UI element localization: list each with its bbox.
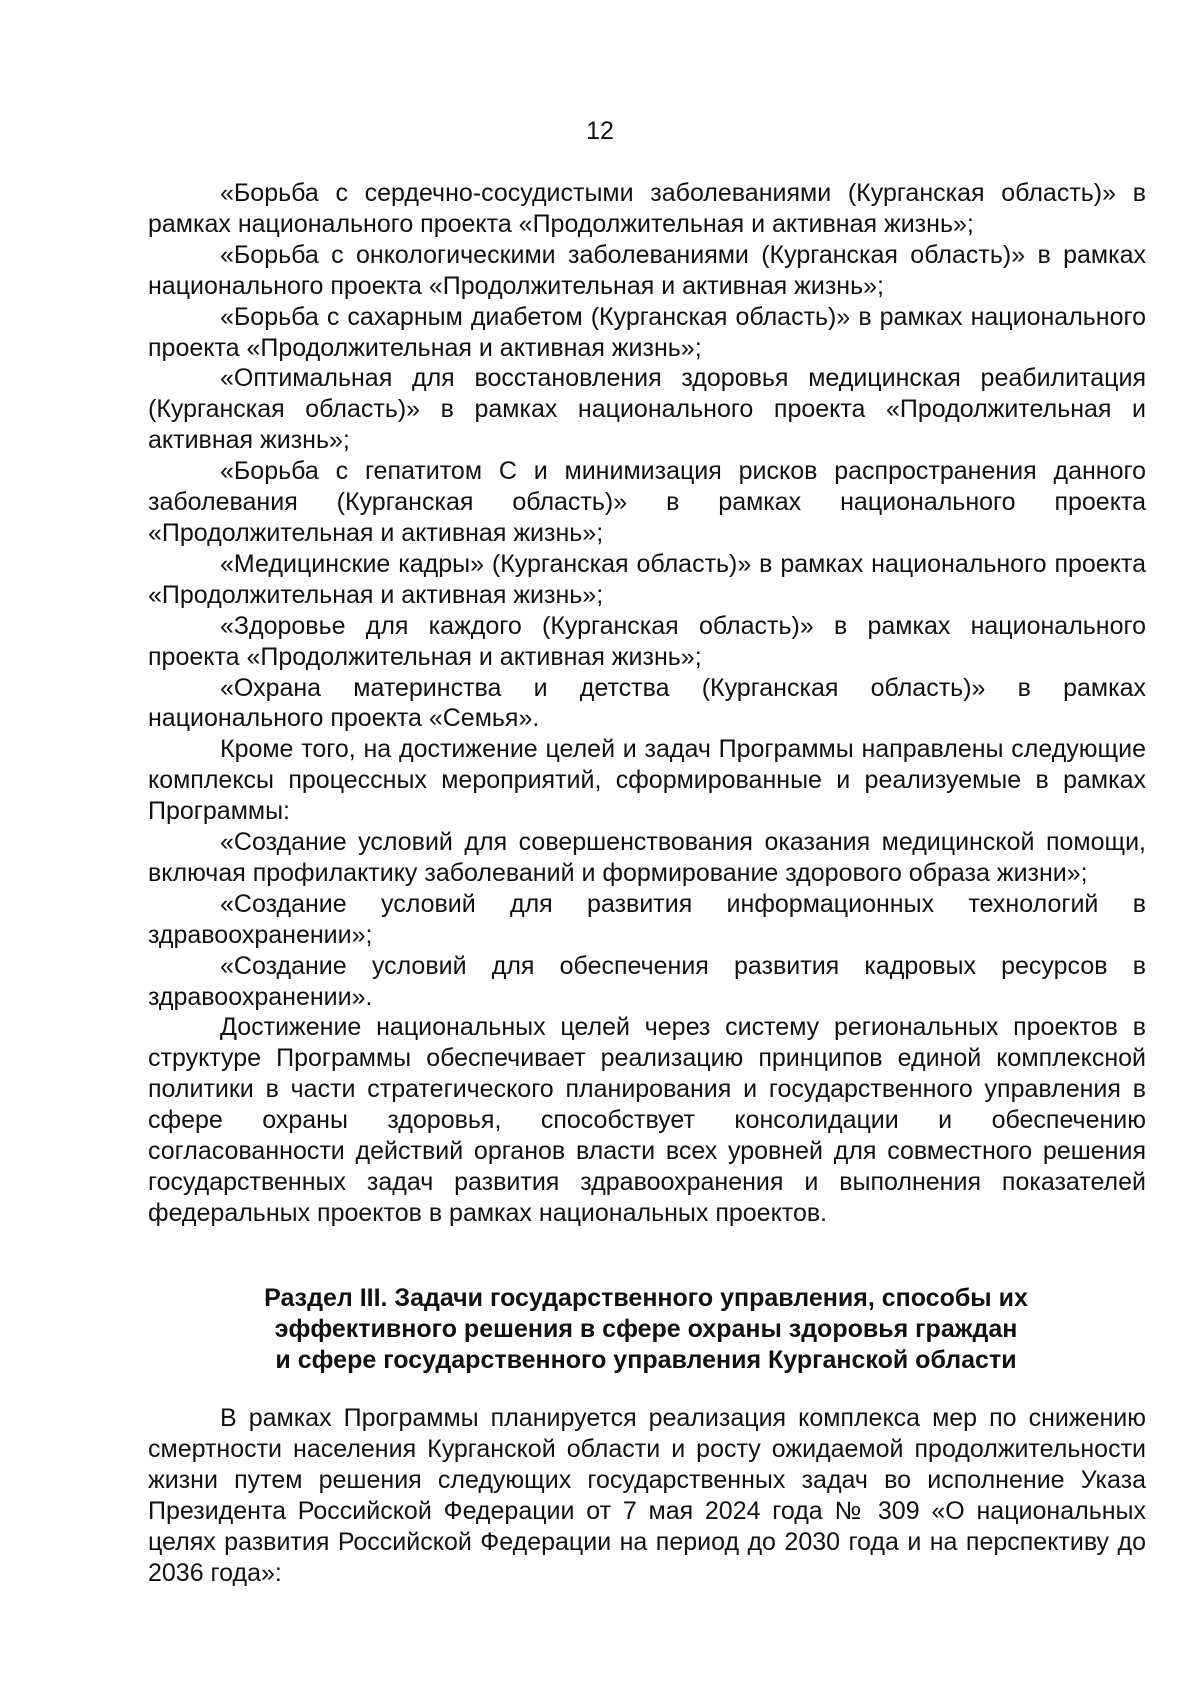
body-text: [148, 178, 1146, 1229]
section-heading-line-3: и сфере государственного управления Курганской области: [275, 1346, 1017, 1374]
paragraph-medical-care-measures: «Создание условий для совершенствования оказания медицинской помощи, включая профилактику заболеваний и формирование здорового образа жизни»;: [148, 828, 1146, 887]
paragraph-staff-resources-measures: «Создание условий для обеспечения развития кадровых ресурсов в здравоохранении».: [148, 951, 1146, 1011]
page-number: 12: [586, 117, 614, 145]
paragraph-diabetes-project: «Борьба с сахарным диабетом (Курганская область)» в рамках национального проекта «Продолжительная и активная жизнь»;: [148, 302, 1146, 362]
section-text: [148, 1403, 1146, 1588]
paragraph-it-measures: «Создание условий для развития информационных технологий в здравоохранении»;: [148, 889, 1146, 949]
section-heading: [170, 1283, 1122, 1376]
section-heading-line-1: Раздел III. Задачи государственного управления, способы их: [264, 1284, 1028, 1312]
paragraph-process-measures-intro: Кроме того, на достижение целей и задач Программы направлены следующие комплексы процессных мероприятий, сформированные и реализуемые в рамках Программы:: [148, 735, 1146, 826]
paragraph-cardiovascular-project: «Борьба с сердечно-сосудистыми заболеваниями (Курганская область)» в рамках национального проекта «Продолжительная и активная жизнь»;: [148, 179, 1146, 238]
paragraph-hepatitis-project: «Борьба с гепатитом С и минимизация рисков распространения данного заболевания (Курганская область)» в рамках национального проекта «Продолжительная и активная жизнь»;: [148, 457, 1146, 547]
paragraph-oncology-project: «Борьба с онкологическими заболеваниями (Курганская область)» в рамках национального проекта «Продолжительная и активная жизнь»;: [148, 240, 1146, 300]
paragraph-maternity-childhood-project: «Охрана материнства и детства (Курганская область)» в рамках национального проекта «Семья».: [148, 673, 1146, 733]
paragraph-medical-staff-project: «Медицинские кадры» (Курганская область)» в рамках национального проекта «Продолжительная и активная жизнь»;: [148, 549, 1146, 609]
section-heading-line-2: эффективного решения в сфере охраны здоровья граждан: [274, 1315, 1018, 1343]
paragraph-rehabilitation-project: «Оптимальная для восстановления здоровья медицинская реабилитация (Курганская область)» в рамках национального проекта «Продолжительная и активная жизнь»;: [148, 364, 1146, 455]
paragraph-national-goals-summary: Достижение национальных целей через систему региональных проектов в структуре Программы обеспечивает реализацию принципов единой комплексной политики в части стратегического планирования и государственного управления в сфере охраны здоровья, способствует консолидации и обеспечению согласованности действий органов власти всех уровней для совместного решения государственных задач развития здравоохранения и выполнения показателей федеральных проектов в рамках национальных проектов.: [148, 1013, 1146, 1227]
paragraph-health-for-everyone-project: «Здоровье для каждого (Курганская область)» в рамках национального проекта «Продолжительная и активная жизнь»;: [148, 611, 1146, 671]
section-paragraph-tasks-intro: В рамках Программы планируется реализация комплекса мер по снижению смертности населения Курганской области и росту ожидаемой продолжительности жизни путем решения следующих государственных задач во исполнение Указа Президента Российской Федерации от 7 мая 2024 года № 309 «О национальных целях развития Российской Федерации на период до 2030 года и на перспективу до 2036 года»:: [148, 1404, 1146, 1587]
